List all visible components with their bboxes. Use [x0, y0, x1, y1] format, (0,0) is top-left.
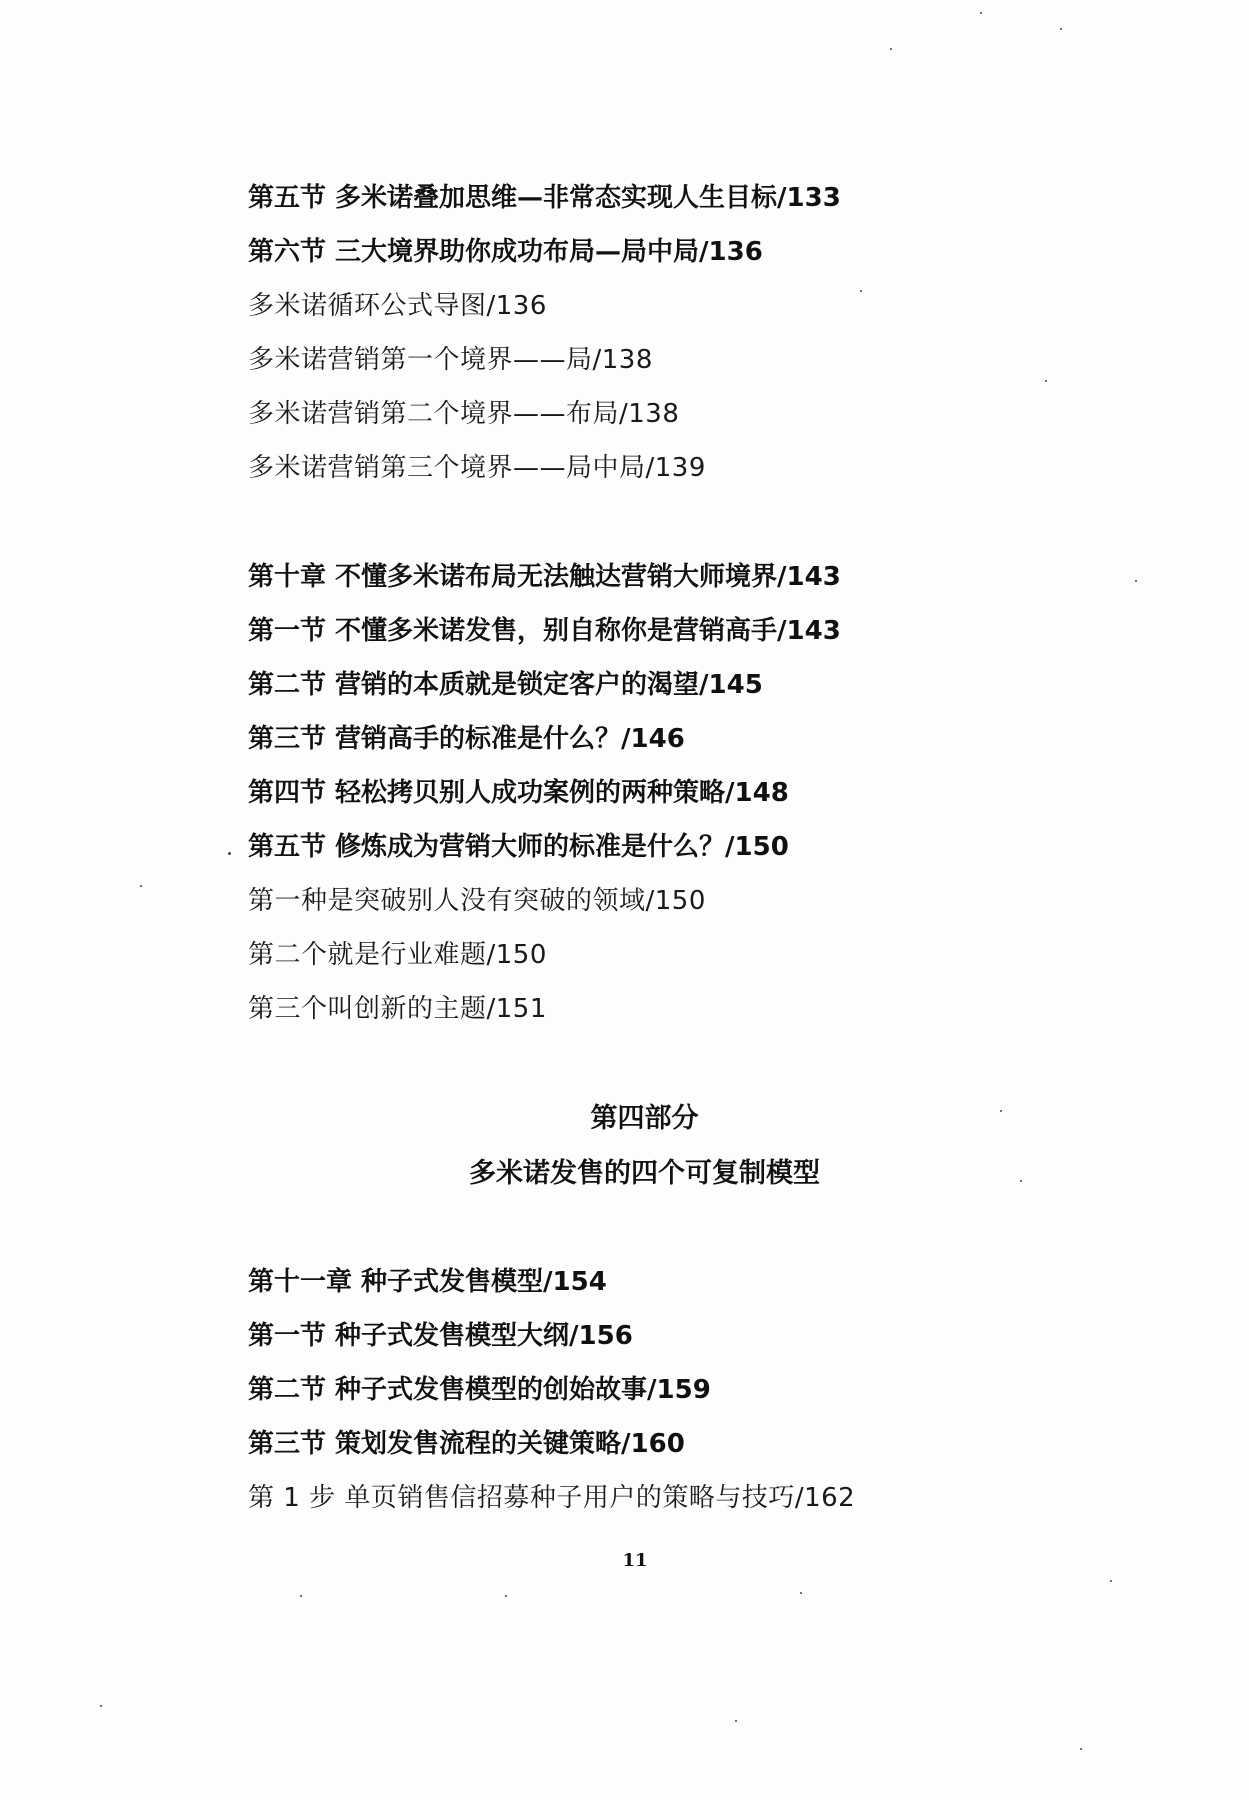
toc-chapter-entry: 第十一章 种子式发售模型/154 — [248, 1267, 607, 1297]
page-number: 11 — [622, 1550, 648, 1571]
toc-entry: 第三个叫创新的主题/151 — [248, 994, 547, 1024]
toc-entry: 多米诺营销第二个境界——布局/138 — [248, 399, 680, 429]
toc-entry: 第四节 轻松拷贝别人成功案例的两种策略/148 — [248, 778, 789, 808]
scan-speck — [1080, 1748, 1082, 1750]
scan-speck — [980, 12, 982, 14]
scan-speck — [505, 1595, 507, 1597]
toc-entry: 第一节 不懂多米诺发售，别自称你是营销高手/143 — [248, 616, 841, 646]
toc-entry: 第二节 种子式发售模型的创始故事/159 — [248, 1375, 711, 1405]
part-label: 第四部分 — [590, 1103, 699, 1134]
scan-speck — [140, 885, 142, 887]
scan-speck — [735, 1720, 737, 1722]
scan-speck — [860, 290, 862, 292]
toc-entry: 多米诺营销第一个境界——局/138 — [248, 345, 653, 375]
toc-chapter-entry: 第十章 不懂多米诺布局无法触达营销大师境界/143 — [248, 562, 841, 592]
toc-entry: 第五节 修炼成为营销大师的标准是什么？/150 — [248, 832, 789, 862]
scan-speck — [1000, 1110, 1002, 1112]
toc-entry: 第一节 种子式发售模型大纲/156 — [248, 1321, 633, 1351]
toc-entry: 第 1 步 单页销售信招募种子用户的策略与技巧/162 — [248, 1483, 856, 1513]
toc-entry: 第二节 营销的本质就是锁定客户的渴望/145 — [248, 670, 763, 700]
scan-speck — [1110, 1580, 1112, 1582]
scan-speck — [1060, 28, 1062, 30]
scan-speck — [800, 1592, 802, 1594]
scan-speck — [100, 1705, 102, 1707]
scan-speck — [1135, 580, 1137, 582]
scan-speck — [890, 48, 892, 50]
toc-entry: 多米诺循环公式导图/136 — [248, 291, 547, 321]
toc-entry: 第一种是突破别人没有突破的领域/150 — [248, 886, 706, 916]
scan-speck — [1045, 380, 1047, 382]
scan-speck — [300, 1595, 302, 1597]
toc-entry: 多米诺营销第三个境界——局中局/139 — [248, 453, 706, 483]
part-title: 多米诺发售的四个可复制模型 — [469, 1158, 820, 1189]
toc-entry: 第五节 多米诺叠加思维—非常态实现人生目标/133 — [248, 183, 841, 213]
toc-entry: 第六节 三大境界助你成功布局—局中局/136 — [248, 237, 763, 267]
scan-speck — [228, 852, 231, 855]
toc-entry: 第二个就是行业难题/150 — [248, 940, 547, 970]
scan-speck — [1020, 1180, 1022, 1182]
toc-entry: 第三节 营销高手的标准是什么？/146 — [248, 724, 685, 754]
toc-entry: 第三节 策划发售流程的关键策略/160 — [248, 1429, 685, 1459]
